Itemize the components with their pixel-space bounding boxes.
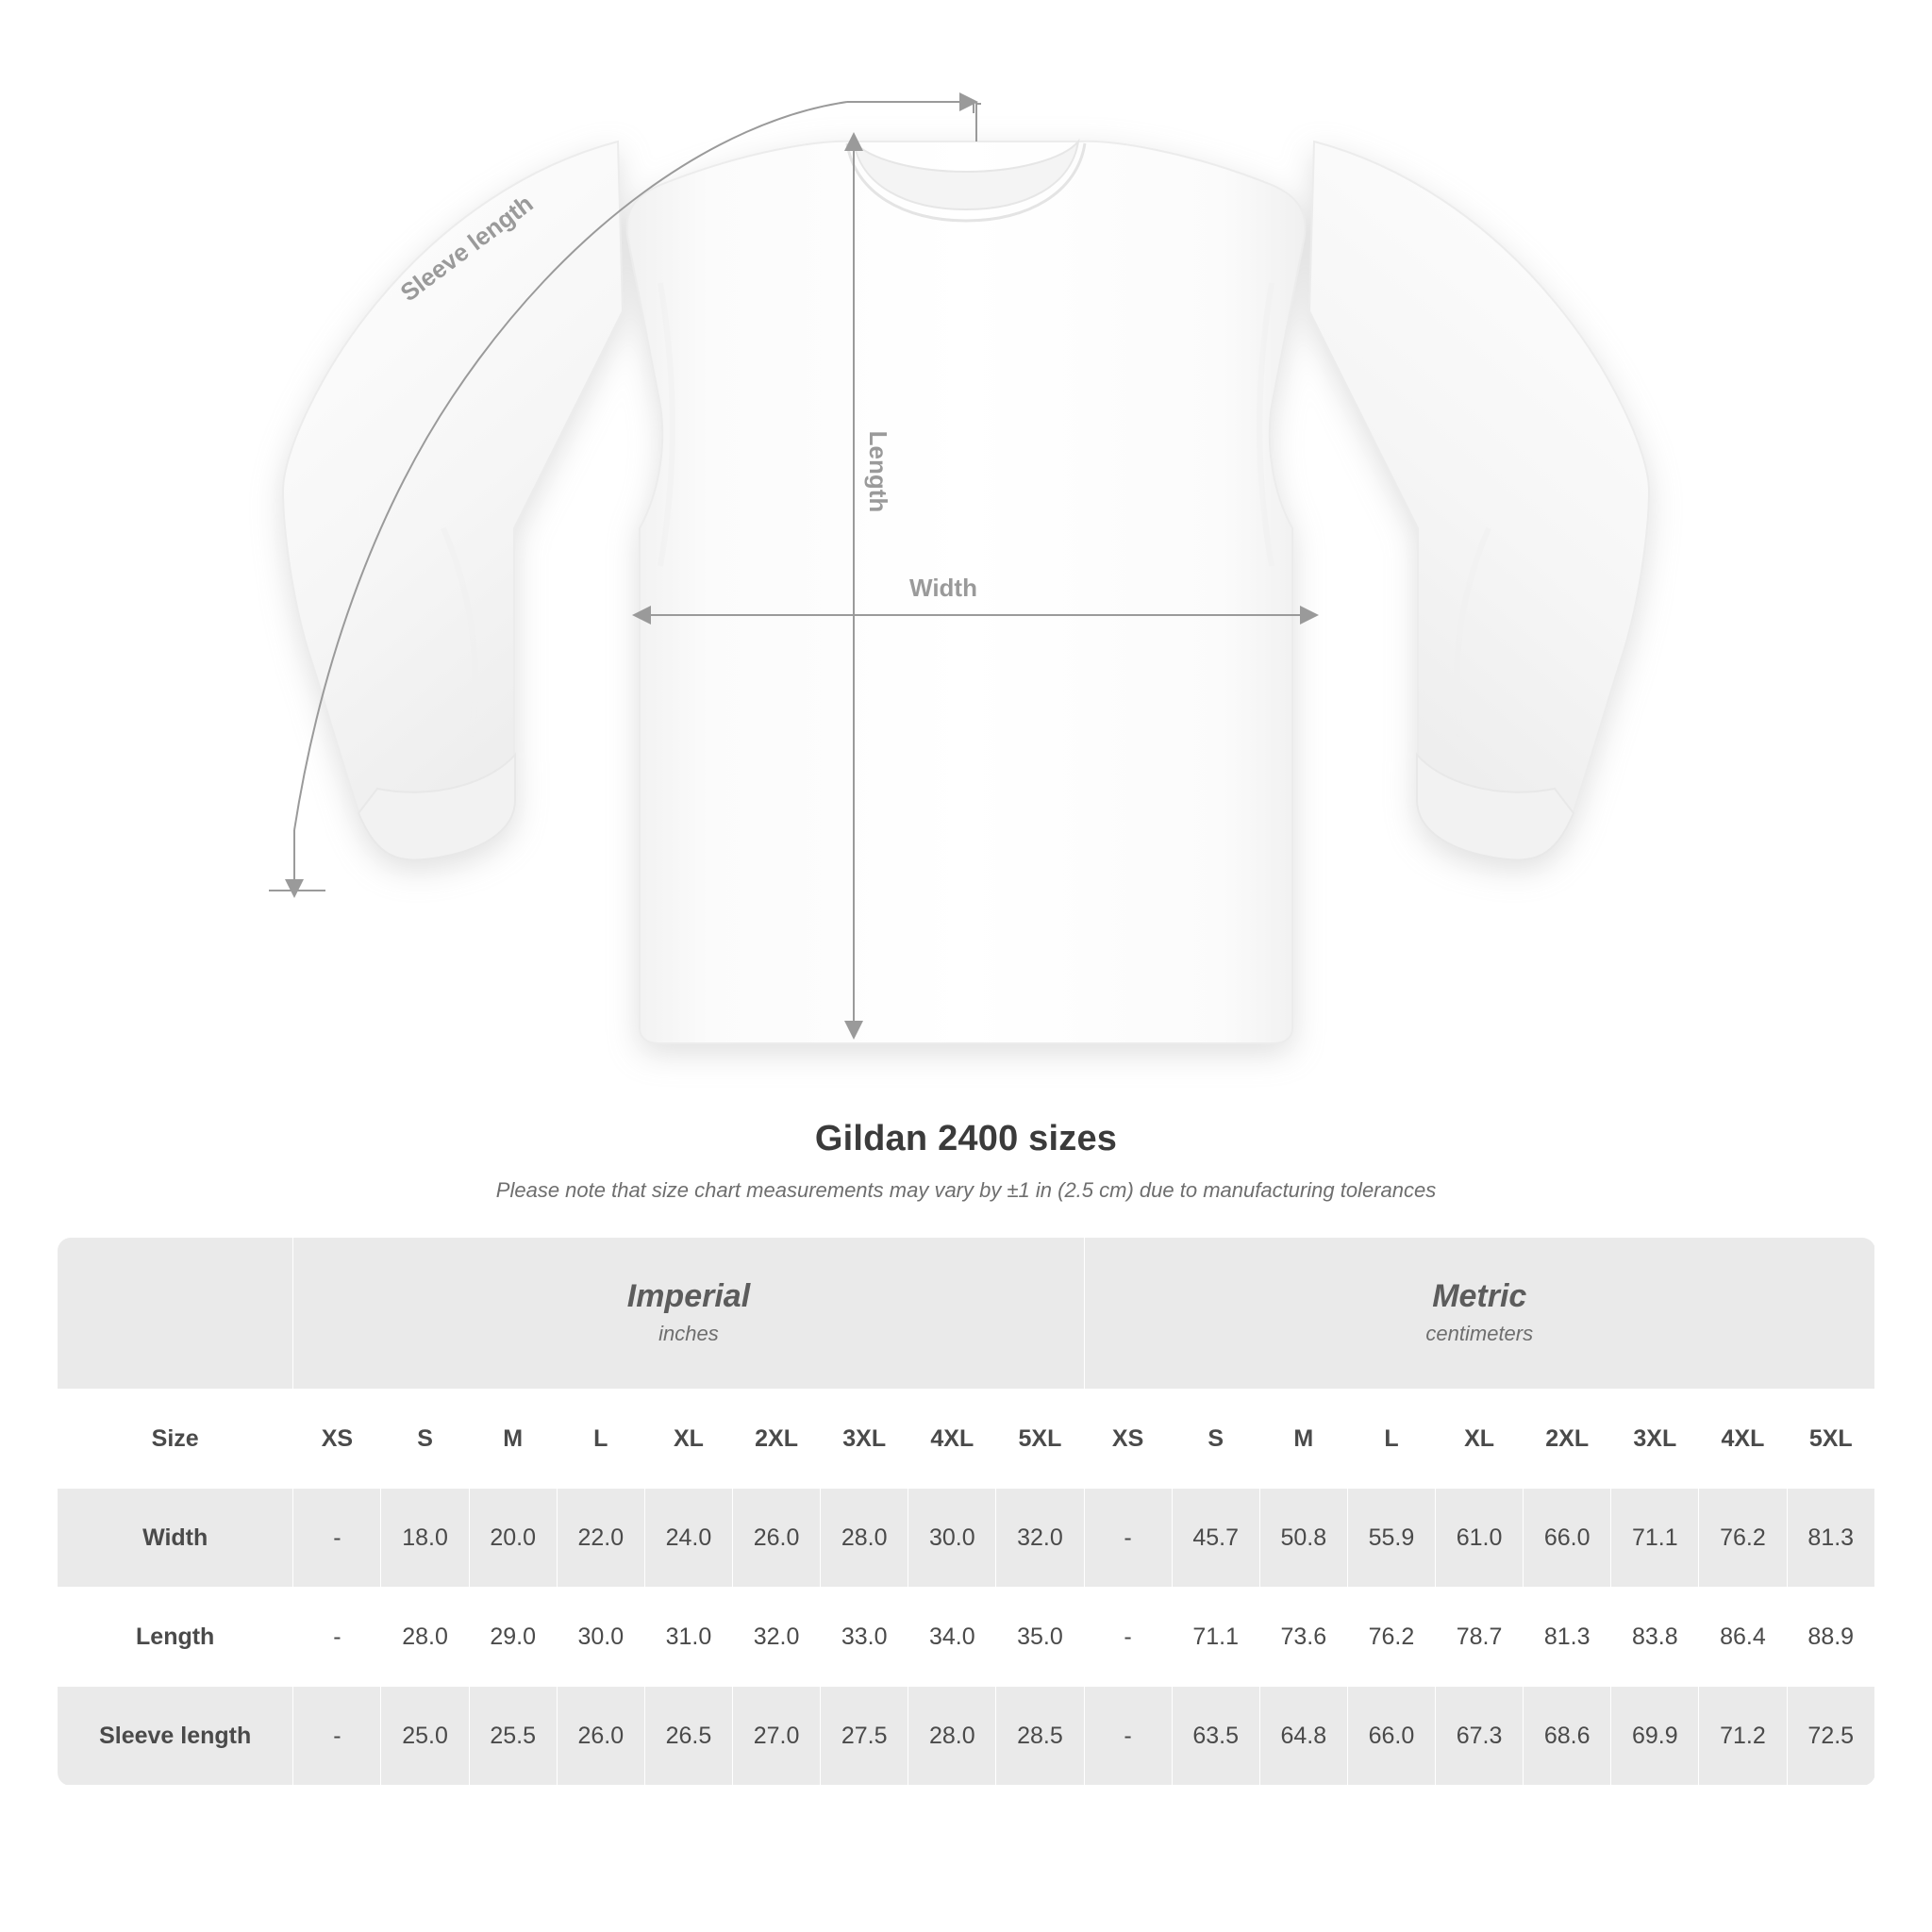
size-header-row (58, 1390, 1875, 1489)
metric-unit-cell (1084, 1238, 1874, 1390)
size-header-cell: Size (58, 1390, 293, 1489)
cell-sleeve-imperial-l: 26.0 (557, 1687, 644, 1786)
cell-sleeve-metric-m: 64.8 (1259, 1687, 1347, 1786)
cell-width-imperial-l: 22.0 (557, 1489, 644, 1588)
size-col-imperial-2xl: 2XL (732, 1390, 820, 1489)
cell-width-metric-2xl: 66.0 (1524, 1489, 1611, 1588)
size-col-metric-l: L (1347, 1390, 1435, 1489)
length-label: Length (864, 430, 892, 513)
cell-sleeve-imperial-2xl: 27.0 (732, 1687, 820, 1786)
cell-length-metric-xs: - (1084, 1588, 1172, 1687)
cell-length-imperial-s: 28.0 (381, 1588, 469, 1687)
cell-sleeve-imperial-5xl: 28.5 (996, 1687, 1084, 1786)
cell-sleeve-metric-5xl: 72.5 (1787, 1687, 1874, 1786)
cell-length-metric-s: 71.1 (1172, 1588, 1259, 1687)
cell-sleeve-metric-l: 66.0 (1347, 1687, 1435, 1786)
cell-length-metric-xl: 78.7 (1436, 1588, 1524, 1687)
size-col-metric-3xl: 3XL (1611, 1390, 1699, 1489)
cell-sleeve-metric-s: 63.5 (1172, 1687, 1259, 1786)
size-col-imperial-s: S (381, 1390, 469, 1489)
size-col-imperial-4xl: 4XL (908, 1390, 996, 1489)
size-col-imperial-l: L (557, 1390, 644, 1489)
cell-sleeve-imperial-xl: 26.5 (644, 1687, 732, 1786)
cell-width-metric-m: 50.8 (1259, 1489, 1347, 1588)
metric-label: Metric (1432, 1278, 1527, 1315)
size-col-metric-m: M (1259, 1390, 1347, 1489)
cell-length-metric-4xl: 86.4 (1699, 1588, 1787, 1687)
width-label: Width (909, 574, 977, 602)
cell-width-imperial-xs: - (293, 1489, 381, 1588)
cell-width-metric-5xl: 81.3 (1787, 1489, 1874, 1588)
cell-sleeve-imperial-m: 25.5 (469, 1687, 557, 1786)
cell-sleeve-metric-2xl: 68.6 (1524, 1687, 1611, 1786)
imperial-unit-cell (293, 1238, 1084, 1390)
cell-length-imperial-3xl: 33.0 (821, 1588, 908, 1687)
cell-width-imperial-xl: 24.0 (644, 1489, 732, 1588)
cell-sleeve-metric-3xl: 69.9 (1611, 1687, 1699, 1786)
cell-length-metric-m: 73.6 (1259, 1588, 1347, 1687)
cell-width-imperial-3xl: 28.0 (821, 1489, 908, 1588)
size-col-metric-xl: XL (1436, 1390, 1524, 1489)
size-col-metric-2xl: 2XL (1524, 1390, 1611, 1489)
table-row (58, 1687, 1875, 1786)
cell-length-metric-5xl: 88.9 (1787, 1588, 1874, 1687)
cell-length-metric-2xl: 81.3 (1524, 1588, 1611, 1687)
cell-width-imperial-2xl: 26.0 (732, 1489, 820, 1588)
size-col-metric-4xl: 4XL (1699, 1390, 1787, 1489)
size-col-metric-xs: XS (1084, 1390, 1172, 1489)
cell-sleeve-metric-xs: - (1084, 1687, 1172, 1786)
row-label-length: Length (58, 1588, 293, 1687)
cell-length-imperial-xs: - (293, 1588, 381, 1687)
cell-width-metric-xl: 61.0 (1436, 1489, 1524, 1588)
size-col-imperial-xl: XL (644, 1390, 732, 1489)
cell-sleeve-imperial-s: 25.0 (381, 1687, 469, 1786)
imperial-sub-label: inches (658, 1321, 719, 1345)
cell-length-imperial-2xl: 32.0 (732, 1588, 820, 1687)
size-col-imperial-3xl: 3XL (821, 1390, 908, 1489)
cell-sleeve-metric-xl: 67.3 (1436, 1687, 1524, 1786)
cell-width-metric-4xl: 76.2 (1699, 1489, 1787, 1588)
page-title: Gildan 2400 sizes (814, 1119, 1118, 1158)
cell-sleeve-imperial-xs: - (293, 1687, 381, 1786)
cell-sleeve-metric-4xl: 71.2 (1699, 1687, 1787, 1786)
title-block (0, 1119, 1932, 1203)
cell-length-imperial-4xl: 34.0 (908, 1588, 996, 1687)
cell-width-imperial-s: 18.0 (381, 1489, 469, 1588)
cell-width-imperial-4xl: 30.0 (908, 1489, 996, 1588)
row-label-width: Width (58, 1489, 293, 1588)
cell-width-metric-l: 55.9 (1347, 1489, 1435, 1588)
metric-sub-label: centimeters (1425, 1321, 1534, 1345)
cell-width-metric-3xl: 71.1 (1611, 1489, 1699, 1588)
tolerance-note: Please note that size chart measurements may vary by ±1 in (2.5 cm) due to manufacturing tolerances (495, 1178, 1437, 1202)
cell-width-metric-xs: - (1084, 1489, 1172, 1588)
cell-length-imperial-xl: 31.0 (644, 1588, 732, 1687)
cell-length-metric-l: 76.2 (1347, 1588, 1435, 1687)
cell-width-metric-s: 45.7 (1172, 1489, 1259, 1588)
size-col-imperial-m: M (469, 1390, 557, 1489)
size-table (57, 1237, 1875, 1786)
size-col-metric-5xl: 5XL (1787, 1390, 1874, 1489)
cell-length-imperial-l: 30.0 (557, 1588, 644, 1687)
size-col-imperial-xs: XS (293, 1390, 381, 1489)
sleeve-length-label: Sleeve length (394, 189, 539, 308)
cell-width-imperial-5xl: 32.0 (996, 1489, 1084, 1588)
imperial-label: Imperial (626, 1278, 751, 1315)
cell-length-imperial-5xl: 35.0 (996, 1588, 1084, 1687)
row-label-sleeve-length: Sleeve length (58, 1687, 293, 1786)
table-row (58, 1489, 1875, 1588)
table-row (58, 1588, 1875, 1687)
size-col-metric-s: S (1172, 1390, 1259, 1489)
cell-length-metric-3xl: 83.8 (1611, 1588, 1699, 1687)
cell-width-imperial-m: 20.0 (469, 1489, 557, 1588)
unit-header-row (58, 1238, 1875, 1390)
cell-length-imperial-m: 29.0 (469, 1588, 557, 1687)
unit-spacer-cell (58, 1238, 293, 1390)
cell-sleeve-imperial-4xl: 28.0 (908, 1687, 996, 1786)
size-col-imperial-5xl: 5XL (996, 1390, 1084, 1489)
cell-sleeve-imperial-3xl: 27.5 (821, 1687, 908, 1786)
size-table-wrapper (57, 1237, 1875, 1786)
